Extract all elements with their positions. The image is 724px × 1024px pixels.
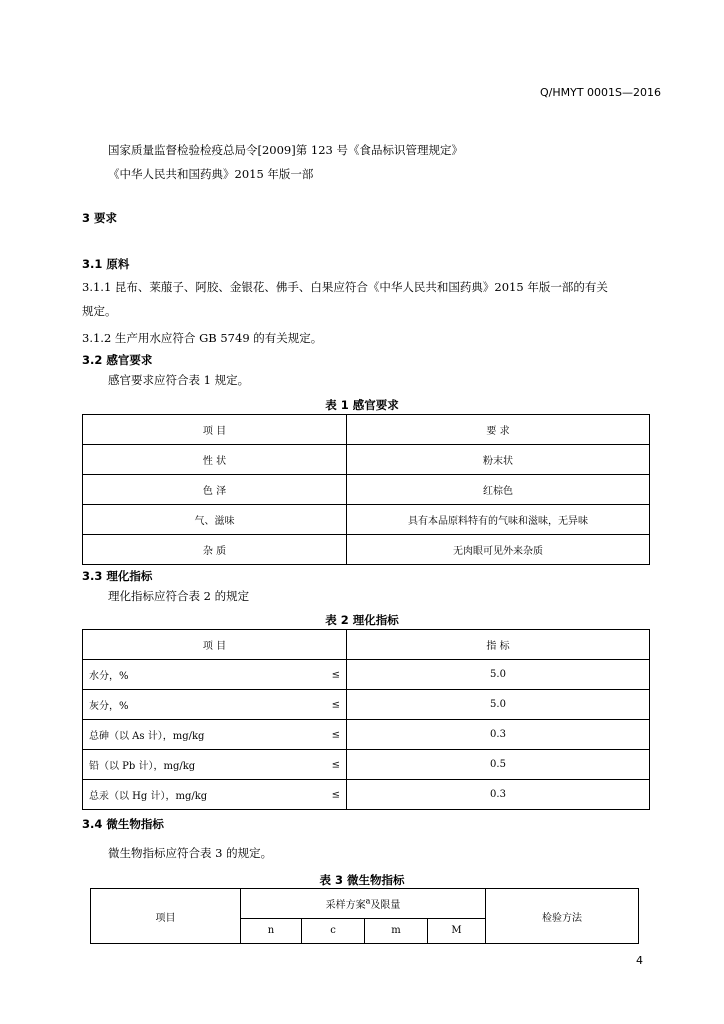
le-symbol: ≤ bbox=[331, 729, 340, 740]
table-header-row bbox=[83, 630, 650, 660]
table-row bbox=[83, 475, 650, 505]
table-cell: 红棕色 bbox=[347, 475, 650, 505]
table-row bbox=[83, 750, 650, 780]
header-cell: 项 目 bbox=[83, 630, 347, 660]
physicochemical-table bbox=[82, 629, 650, 810]
table-row bbox=[83, 445, 650, 475]
table-row bbox=[83, 660, 650, 690]
sensory-table bbox=[82, 414, 650, 565]
header-cell: 指 标 bbox=[347, 630, 650, 660]
le-symbol: ≤ bbox=[331, 699, 340, 710]
header-cell bbox=[241, 889, 486, 919]
table-cell bbox=[83, 780, 347, 810]
table-cell: 5.0 bbox=[347, 690, 650, 720]
table-cell bbox=[83, 690, 347, 720]
table-cell: 无肉眼可见外来杂质 bbox=[347, 535, 650, 565]
plan-label-suffix: 及限量 bbox=[370, 899, 401, 911]
header-cell: n bbox=[241, 918, 302, 943]
clause-text: 3.1.2 生产用水应符合 GB 5749 的有关规定。 bbox=[82, 331, 323, 345]
table-caption: 表 1 感官要求 bbox=[325, 398, 399, 412]
table-cell: 0.5 bbox=[347, 750, 650, 780]
header-cell: m bbox=[365, 918, 428, 943]
plan-label: 采样方案 bbox=[325, 899, 366, 911]
clause-text: 规定。 bbox=[82, 304, 117, 318]
header-cell: 项 目 bbox=[83, 415, 347, 445]
le-symbol: ≤ bbox=[331, 789, 340, 800]
reference-line: 国家质量监督检验检疫总局令[2009]第 123 号《食品标识管理规定》 bbox=[108, 143, 463, 157]
table-header-row bbox=[83, 415, 650, 445]
le-symbol: ≤ bbox=[331, 669, 340, 680]
table-cell: 气、滋味 bbox=[83, 505, 347, 535]
clause-text: 微生物指标应符合表 3 的规定。 bbox=[108, 846, 273, 860]
header-cell: 要 求 bbox=[347, 415, 650, 445]
section-heading: 3.1 原料 bbox=[82, 257, 130, 271]
table-row bbox=[83, 690, 650, 720]
page-number: 4 bbox=[636, 954, 643, 967]
section-heading: 3.3 理化指标 bbox=[82, 569, 153, 583]
table-cell: 0.3 bbox=[347, 780, 650, 810]
standard-code: Q/HMYT 0001S—2016 bbox=[540, 86, 662, 99]
table-cell: 5.0 bbox=[347, 660, 650, 690]
clause-text: 感官要求应符合表 1 规定。 bbox=[108, 373, 250, 387]
microbial-table bbox=[90, 888, 639, 944]
clause-text: 理化指标应符合表 2 的规定 bbox=[108, 589, 250, 603]
table-cell: 杂 质 bbox=[83, 535, 347, 565]
table-cell: 具有本品原料特有的气味和滋味，无异味 bbox=[347, 505, 650, 535]
table-cell: 0.3 bbox=[347, 720, 650, 750]
table-header-row bbox=[91, 889, 639, 919]
table-cell: 粉末状 bbox=[347, 445, 650, 475]
table-row bbox=[83, 535, 650, 565]
le-symbol: ≤ bbox=[331, 759, 340, 770]
header-cell: 项目 bbox=[91, 889, 241, 944]
table-row bbox=[83, 720, 650, 750]
table-cell: 色 泽 bbox=[83, 475, 347, 505]
item-label: 灰分，% bbox=[89, 701, 129, 712]
table-caption: 表 3 微生物指标 bbox=[319, 873, 405, 887]
table-cell bbox=[83, 750, 347, 780]
table-cell bbox=[83, 720, 347, 750]
footnote-mark: a bbox=[365, 896, 371, 906]
table-row bbox=[83, 505, 650, 535]
item-label: 铅（以 Pb 计），mg/kg bbox=[89, 761, 196, 772]
item-label: 总汞（以 Hg 计），mg/kg bbox=[89, 791, 208, 802]
section-heading: 3 要求 bbox=[82, 211, 118, 225]
item-label: 水分，% bbox=[89, 671, 129, 682]
table-cell: 性 状 bbox=[83, 445, 347, 475]
header-cell: M bbox=[428, 918, 486, 943]
table-caption: 表 2 理化指标 bbox=[325, 613, 399, 627]
clause-text: 3.1.1 昆布、莱菔子、阿胶、金银花、佛手、白果应符合《中华人民共和国药典》2015 年版一部的有关 bbox=[82, 280, 608, 294]
header-cell: 检验方法 bbox=[486, 889, 639, 944]
section-heading: 3.2 感官要求 bbox=[82, 353, 153, 367]
reference-line: 《中华人民共和国药典》2015 年版一部 bbox=[108, 167, 314, 181]
section-heading: 3.4 微生物指标 bbox=[82, 817, 164, 831]
table-row bbox=[83, 780, 650, 810]
table-cell bbox=[83, 660, 347, 690]
header-cell: c bbox=[302, 918, 365, 943]
item-label: 总砷（以 As 计），mg/kg bbox=[89, 731, 205, 742]
